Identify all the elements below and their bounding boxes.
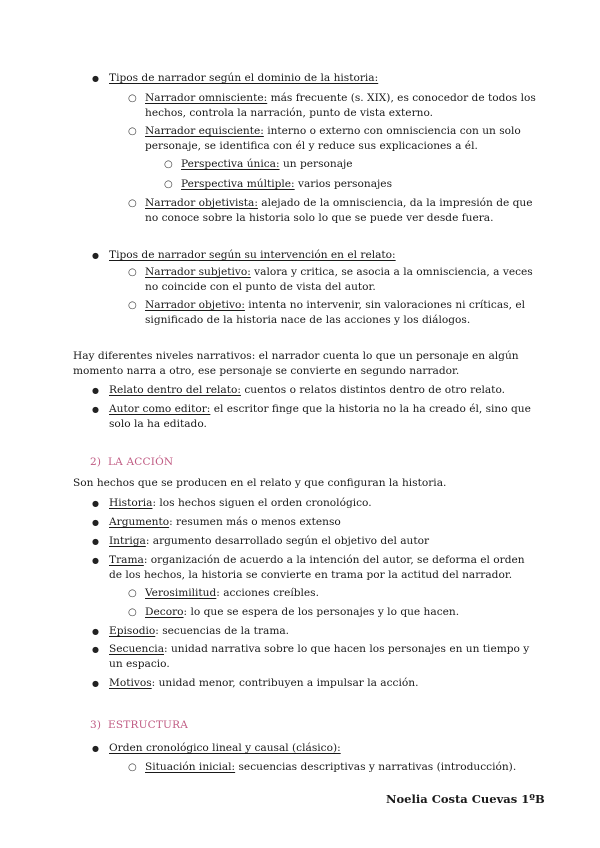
bullet-icon: ● bbox=[92, 627, 99, 636]
definition: : unidad narrativa sobre lo que hacen los personajes en un tiempo y un espacio. bbox=[109, 643, 530, 670]
list-item bbox=[145, 196, 540, 226]
definition: varios personajes bbox=[294, 178, 393, 190]
list-item bbox=[145, 91, 540, 121]
list-item bbox=[145, 298, 540, 328]
bullet-icon: ● bbox=[92, 499, 99, 508]
term: Perspectiva única: bbox=[181, 158, 280, 170]
circle-bullet-icon: ○ bbox=[128, 588, 137, 599]
circle-bullet-icon: ○ bbox=[128, 607, 137, 618]
list-item bbox=[181, 177, 541, 192]
definition: : los hechos siguen el orden cronológico. bbox=[152, 497, 372, 509]
list-item bbox=[109, 534, 539, 549]
definition: cuentos o relatos distintos dentro de otro relato. bbox=[240, 384, 506, 396]
bullet-icon: ● bbox=[92, 405, 99, 414]
term: Orden cronológico lineal y causal (clásico): bbox=[109, 742, 341, 754]
definition: alejado de la omnisciencia, da la impresión de que no conoce sobre la historia solo lo que se puede ver desde fuera. bbox=[145, 197, 533, 224]
definition: secuencias descriptivas y narrativas (introducción). bbox=[235, 761, 517, 773]
term: Secuencia bbox=[109, 643, 165, 655]
list-item bbox=[145, 760, 540, 775]
term: Narrador objetivo: bbox=[145, 299, 245, 311]
list-item bbox=[109, 624, 539, 639]
list-item bbox=[109, 553, 539, 583]
section-number: 2) bbox=[90, 456, 102, 468]
list-item bbox=[109, 676, 539, 691]
paragraph: Son hechos que se producen en el relato y que configuran la historia. bbox=[73, 477, 447, 489]
bullet-icon: ● bbox=[92, 537, 99, 546]
circle-bullet-icon: ○ bbox=[128, 762, 137, 773]
section-title: LA ACCIÓN bbox=[108, 456, 174, 468]
list-heading: Tipos de narrador según el dominio de la historia: bbox=[109, 72, 379, 84]
term: Argumento bbox=[109, 516, 170, 528]
term: Perspectiva múltiple: bbox=[181, 178, 295, 190]
term: Situación inicial: bbox=[145, 761, 236, 773]
list-item bbox=[109, 402, 539, 432]
definition: más frecuente (s. XIX), es conocedor de todos los hechos, controla la narración, punto de vista externo. bbox=[145, 92, 536, 119]
term: Autor como editor: bbox=[109, 403, 211, 415]
circle-bullet-icon: ○ bbox=[128, 267, 137, 278]
definition: intenta no intervenir, sin valoraciones ni críticas, el significado de la historia nace de las acciones y los diálogos. bbox=[145, 299, 526, 326]
term: Historia bbox=[109, 497, 153, 509]
list-item bbox=[109, 383, 539, 398]
bullet-icon: ● bbox=[92, 645, 99, 654]
definition: un personaje bbox=[279, 158, 353, 170]
circle-bullet-icon: ○ bbox=[128, 198, 137, 209]
list-item bbox=[109, 642, 539, 672]
paragraph: Hay diferentes niveles narrativos: el narrador cuenta lo que un personaje en algún momento narra a otro, ese personaje se convierte en segundo narrador. bbox=[73, 350, 519, 377]
list-item bbox=[145, 124, 540, 154]
bullet-icon: ● bbox=[92, 679, 99, 688]
list-item bbox=[109, 515, 539, 530]
circle-bullet-icon: ○ bbox=[128, 126, 137, 137]
term: Trama bbox=[109, 554, 144, 566]
list-item bbox=[109, 741, 539, 756]
term: Narrador objetivista: bbox=[145, 197, 258, 209]
definition: : secuencias de la trama. bbox=[155, 625, 290, 637]
bullet-icon: ● bbox=[92, 556, 99, 565]
term: Relato dentro del relato: bbox=[109, 384, 241, 396]
definition: : argumento desarrollado según el objetivo del autor bbox=[145, 535, 430, 547]
list-item bbox=[109, 496, 539, 511]
definition: : acciones creíbles. bbox=[216, 587, 319, 599]
definition: valora y critica, se asocia a la omnisciencia, a veces no coincide con el punto de vista del autor. bbox=[145, 266, 533, 293]
definition: el escritor finge que la historia no la ha creado él, sino que solo la ha editado. bbox=[109, 403, 531, 430]
circle-bullet-icon: ○ bbox=[164, 179, 173, 190]
bullet-icon: ● bbox=[92, 386, 99, 395]
term: Intriga bbox=[109, 535, 146, 547]
term: Episodio bbox=[109, 625, 156, 637]
term: Narrador omnisciente: bbox=[145, 92, 268, 104]
section-heading bbox=[90, 718, 188, 733]
circle-bullet-icon: ○ bbox=[164, 159, 173, 170]
bullet-icon: ● bbox=[92, 74, 99, 83]
term: Narrador equisciente: bbox=[145, 125, 264, 137]
circle-bullet-icon: ○ bbox=[128, 93, 137, 104]
term: Narrador subjetivo: bbox=[145, 266, 251, 278]
list-item bbox=[181, 157, 541, 172]
bullet-icon: ● bbox=[92, 744, 99, 753]
term: Verosimilitud bbox=[145, 587, 217, 599]
list-item bbox=[145, 265, 540, 295]
section-number: 3) bbox=[90, 719, 102, 731]
definition: : unidad menor, contribuyen a impulsar la acción. bbox=[151, 677, 419, 689]
list-item bbox=[145, 586, 540, 601]
list-heading: Tipos de narrador según su intervención en el relato: bbox=[109, 249, 396, 261]
definition: interno o externo con omnisciencia con un solo personaje, se identifica con él y reduce sus explicaciones a él. bbox=[145, 125, 521, 152]
section-title: ESTRUCTURA bbox=[108, 719, 188, 731]
bullet-icon: ● bbox=[92, 251, 99, 260]
definition: : lo que se espera de los personajes y lo que hacen. bbox=[183, 606, 460, 618]
section-heading bbox=[90, 455, 173, 470]
term: Decoro bbox=[145, 606, 184, 618]
term: Motivos bbox=[109, 677, 152, 689]
definition: : resumen más o menos extenso bbox=[169, 516, 341, 528]
definition: : organización de acuerdo a la intención del autor, se deforma el orden de los hechos, la historia se convierte en trama por la actitud del narrador. bbox=[109, 554, 525, 581]
list-item bbox=[145, 605, 540, 620]
circle-bullet-icon: ○ bbox=[128, 300, 137, 311]
bullet-icon: ● bbox=[92, 518, 99, 527]
page-footer: Noelia Costa Cuevas 1ºB bbox=[386, 792, 545, 806]
